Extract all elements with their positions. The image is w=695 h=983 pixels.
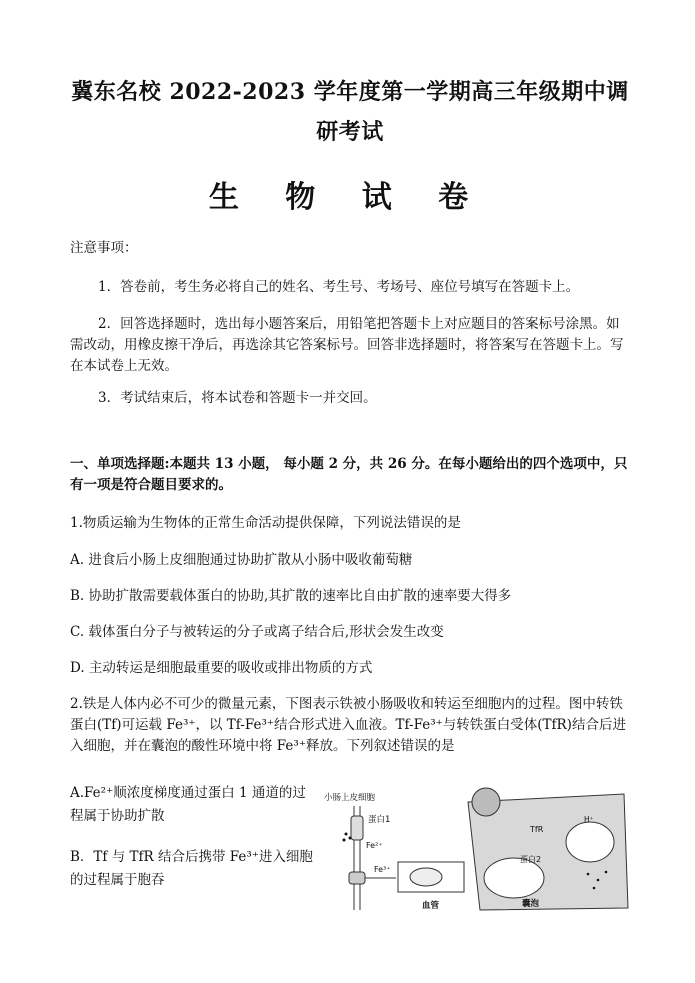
blood-cell (410, 868, 442, 886)
protein1-shape (351, 816, 363, 840)
q2-stem: 2.铁是人体内必不可少的微量元素，下图表示铁被小肠吸收和转运至细胞内的过程。图中转铁蛋白(Tf)可运载 Fe³⁺，以 Tf-Fe³⁺结合形式进入血液。Tf-Fe³⁺与转铁蛋白受体(TfR)结合后进入细胞，并在囊泡的酸性环境中将 Fe³⁺释放。下列叙述错误的是 (70, 696, 626, 754)
q1-option-d: D. 主动转运是细胞最重要的吸收或排出物质的方式 (70, 660, 373, 676)
label-protein1: 蛋白1 (368, 815, 391, 825)
note-item-3: 3．考试结束后，将本试卷和答题卡一并交回。 (98, 390, 377, 406)
label-protein2: 蛋白2 (520, 855, 542, 864)
notes-heading: 注意事项： (70, 240, 138, 256)
carrier-shape (349, 872, 365, 884)
fe-dot (587, 873, 590, 876)
q1-option-c: C. 载体蛋白分子与被转运的分子或离子结合后,形状会发生改变 (70, 624, 444, 640)
fe-dot (349, 837, 352, 840)
vesicle-shape (484, 858, 544, 898)
tf-cluster (472, 788, 500, 816)
endosome-shape (566, 822, 614, 862)
exam-title: 冀东名校 2022-2023 学年度第一学期高三年级期中调研考试 (71, 79, 629, 145)
subject-title: 生 物 试 卷 (208, 180, 487, 215)
label-cell: 小肠上皮细胞 (324, 793, 376, 803)
q1-stem: 1.物质运输为生物体的正常生命活动提供保障，下列说法错误的是 (70, 515, 461, 531)
label-h: H⁺ (584, 815, 594, 824)
fe-dot (593, 887, 596, 890)
q1-option-b: B. 协助扩散需要载体蛋白的协助,其扩散的速率比自由扩散的速率要大得多 (70, 588, 512, 604)
q2-option-b: B．Tf 与 TfR 结合后携带 Fe³⁺进入细胞的过程属于胞吞 (70, 849, 313, 888)
label-vesicle: 囊泡 (522, 899, 540, 909)
label-vessel: 血管 (422, 901, 440, 911)
label-fe2: Fe²⁺ (366, 841, 383, 850)
section-heading: 一、单项选择题:本题共 13 小题， 每小题 2 分，共 26 分。在每小题给出的四个选项中，只有一项是符合题目要求的。 (70, 456, 628, 493)
iron-transport-figure (318, 782, 630, 916)
fe-dot (597, 879, 600, 882)
note-item-2: 2．回答选择题时，选出每小题答案后，用铅笔把答题卡上对应题目的答案标号涂黑。如需改动，用橡皮擦干净后，再选涂其它答案标号。回答非选择题时，将答案写在答题卡上。写在本试卷上无效。 (70, 316, 624, 374)
note-item-1: 1．答卷前，考生务必将自己的姓名、考生号、考场号、座位号填写在答题卡上。 (98, 279, 580, 295)
fe-dot (345, 833, 348, 836)
label-fe3: Fe³⁺ (374, 865, 391, 874)
q1-option-a: A. 进食后小肠上皮细胞通过协助扩散从小肠中吸收葡萄糖 (70, 552, 413, 568)
fe-dot (343, 839, 346, 842)
q2-option-a: A.Fe²⁺顺浓度梯度通过蛋白 1 通道的过程属于协助扩散 (70, 785, 306, 824)
fe-dot (605, 871, 608, 874)
label-tfr: TfR (530, 825, 544, 834)
